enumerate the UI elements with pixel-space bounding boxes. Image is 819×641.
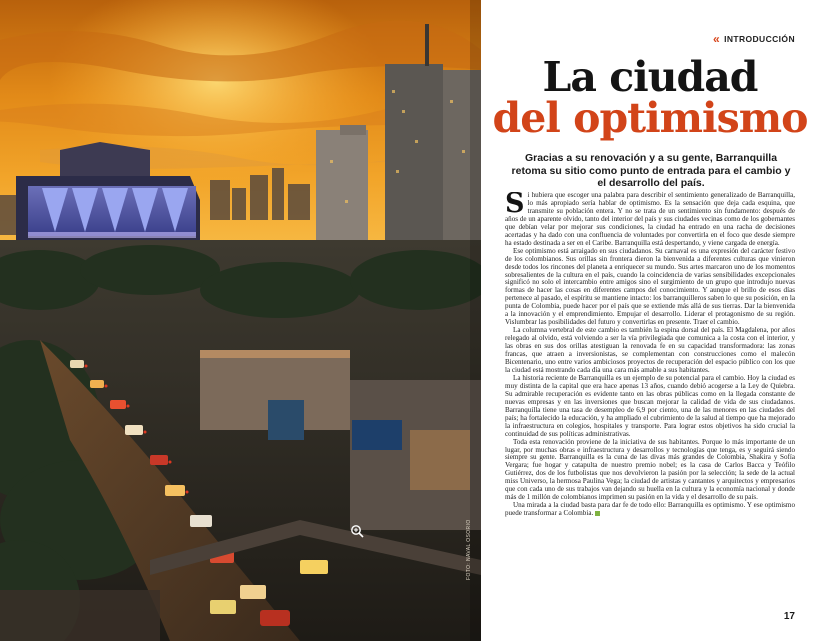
paragraph: Si hubiera que escoger una palabra para describir el sentimiento generalizado de Barranquilla, lo más apropiado sería hablar de optimismo. Es la sensación que deja cada esquina, que transmite su población entera. Y no se trata de un sentimiento sin fundamento: después de años de un aparente olvido, tanto del interior del país y sus ciudades vecinas como de los gobernantes que debían velar por mejorar sus condiciones, la ciudad ha entrado en una racha de decisiones acertadas y ha dado con una confluencia de voluntades por convertirla en el foco que desde siempre ha estado destinada a ser en el Caribe. Barranquilla está despertando, y viene cargada de energía. (505, 192, 795, 247)
section-label: INTRODUCCIÓN (724, 34, 795, 44)
paragraph: Toda esta renovación proviene de la iniciativa de sus habitantes. Porque lo más importante de un lugar, por muchas obras e infraestructura y desarrollos y tecnologías que tenga, es y seguirá siendo siempre su gente. Barranquilla es la cuna de las divas más grandes de Colombia, Shakira y Sofía Vergara; fue hogar y catapulta de nuestro premio nobel; es la casa de Carlos Bacca y Teófilo Gutiérrez, dos de los futbolistas que nos devolvieron la pasión por la selección; la sede de la actual miss Universo, la hermosa Paulina Vega; la ciudad de artistas y cantantes y arquitectos y empresarios que con cada uno de sus trabajos van dejando su huella en la cultura y la economía nacional y donde más de 1 millón de colombianos imprimen su pasión en la vida y el desarrollo de su país. (505, 437, 795, 502)
magnifier-plus-icon[interactable] (350, 524, 364, 538)
dropcap: S (505, 192, 525, 219)
photo-credit: FOTO: NAVAL OSORIO (466, 519, 472, 580)
end-square-icon (595, 511, 600, 516)
paragraph: Una mirada a la ciudad basta para dar fe de todo ello: Barranquilla es optimismo. Y ese optimismo puede transformar a Colombia. (505, 501, 795, 518)
paragraph: La historia reciente de Barranquilla es un ejemplo de su potencial para el cambio. Hoy la ciudad es muy distinta de la capital que era hace apenas 13 años, cuando debió acogerse a la Ley de Quiebra. Su admirable recuperación es evidente tanto en las obras públicas como en la llegada constante de nuevas empresas y en las inversiones que buscan mejorar la calidad de vida de sus ciudadanos. Barranquilla tiene una tasa de desempleo de 6,9 por ciento, una de las menores en las ciudades del país; ha fortalecido la educación, y ha ampliado el cubrimiento de la salud al tiempo que ha mejorado la infraestructura en colegios, hospitales y transporte. Para lograr estos objetivos ha sido crucial la continuidad de sus políticas administrativas. (505, 373, 795, 438)
paragraph: La columna vertebral de este cambio es también la espina dorsal del país. El Magdalena, por años relegado al olvido, está volviendo a ser la vía privilegiada que comunica a la costa con el interior, y las obras en sus dos orillas atestiguan la renovada fe en su capacidad transformadora: las zonas francas, que atraen a inversionistas, se complementan con construcciones como el malecón Bicentenario, uno entre varios ambiciosos proyectos de recuperación del espacio público con los que la ciudad está mostrando cada día una cara más amable a sus habitantes. (505, 326, 795, 374)
section-tag (713, 33, 795, 45)
paragraph: Ese optimismo está arraigado en sus ciudadanos. Su carnaval es una expresión del carácter festivo de los colombianos. Sus orillas sin frontera dieron la bienvenida a diferentes culturas que vinieron desde todos los rincones del planeta a enriquecer su mundo. Sus artes marcaron uno de los momentos sobresalientes de la cultura en el país, cuando la coincidencia de varias sensibilidades excepcionales significó no solo el intercambio entre amigos sino el surgimiento de un grupo que introdujo nuevas formas de hacer las cosas en diferentes campos del conocimiento. Y aunque el brillo de esos días pertenece al pasado, el espíritu se mantiene intacto: los barranquilleros saben lo que su posición, en la punta de Colombia, puede hacer por el país que se extiende más allá de sus tierras. Dar la bienvenida a la innovación y el emprendimiento. Empujar el desarrollo. Liderar el protagonismo de su región. Vislumbrar las posibilidades del futuro y convertirlas en presente. Traer el cambio. (505, 246, 795, 327)
title-line-1: La ciudad (542, 53, 758, 101)
article-column (481, 0, 819, 641)
title-line-2: del optimismo (492, 94, 808, 142)
double-chevron-left-icon: « (713, 32, 721, 46)
subtitle: Gracias a su renovación y a su gente, Barranquilla retoma su sitio como punto de entrada para el cambio y el desarrollo del país. (511, 152, 791, 189)
page-number: 17 (783, 611, 795, 622)
article-body (505, 192, 795, 612)
